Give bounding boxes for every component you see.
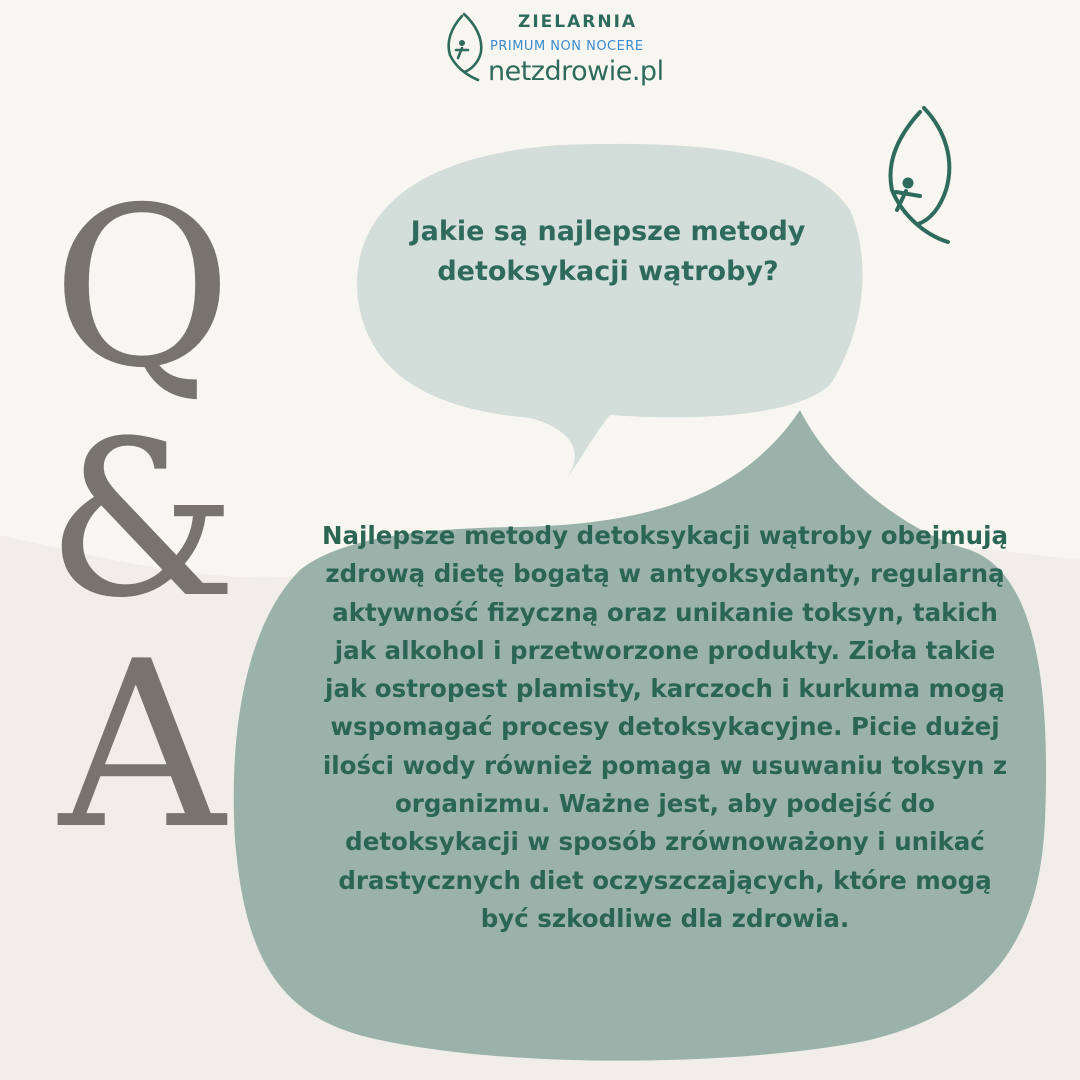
answer-text: Najlepsze metody detoksykacji wątroby obejmują zdrową dietę bogatą w antyoksydanty, regularną aktywność fizyczną oraz unikanie toksyn, takich jak alkohol i przetworzone produkty. Zioła takie jak ostropest plamisty, karczoch i kurkuma mogą wspomagać procesy detoksykacyjne. Picie dużej ilości wody również pomaga w usuwaniu toksyn z organizmu. Ważne jest, aby podejść do detoksykacji w sposób zrównoważony i unikać drastycznych diet oczyszczających, które mogą być szkodliwe dla zdrowia. (321, 521, 1009, 933)
logo-tagline: PRIMUM NON NOCERE (490, 39, 644, 54)
letter-ampersand: & (46, 394, 238, 645)
letter-q: Q (51, 160, 233, 416)
letter-a: A (58, 613, 226, 880)
decor-leaf-icon (890, 108, 949, 242)
logo-brand: ZIELARNIA (518, 12, 638, 32)
question-text: Jakie są najlepsze metody detoksykacji wątroby? (410, 216, 806, 287)
logo-site-name: netzdrowie.pl (488, 56, 664, 87)
logo-leaf-icon (449, 14, 482, 80)
logo[interactable] (488, 12, 678, 92)
